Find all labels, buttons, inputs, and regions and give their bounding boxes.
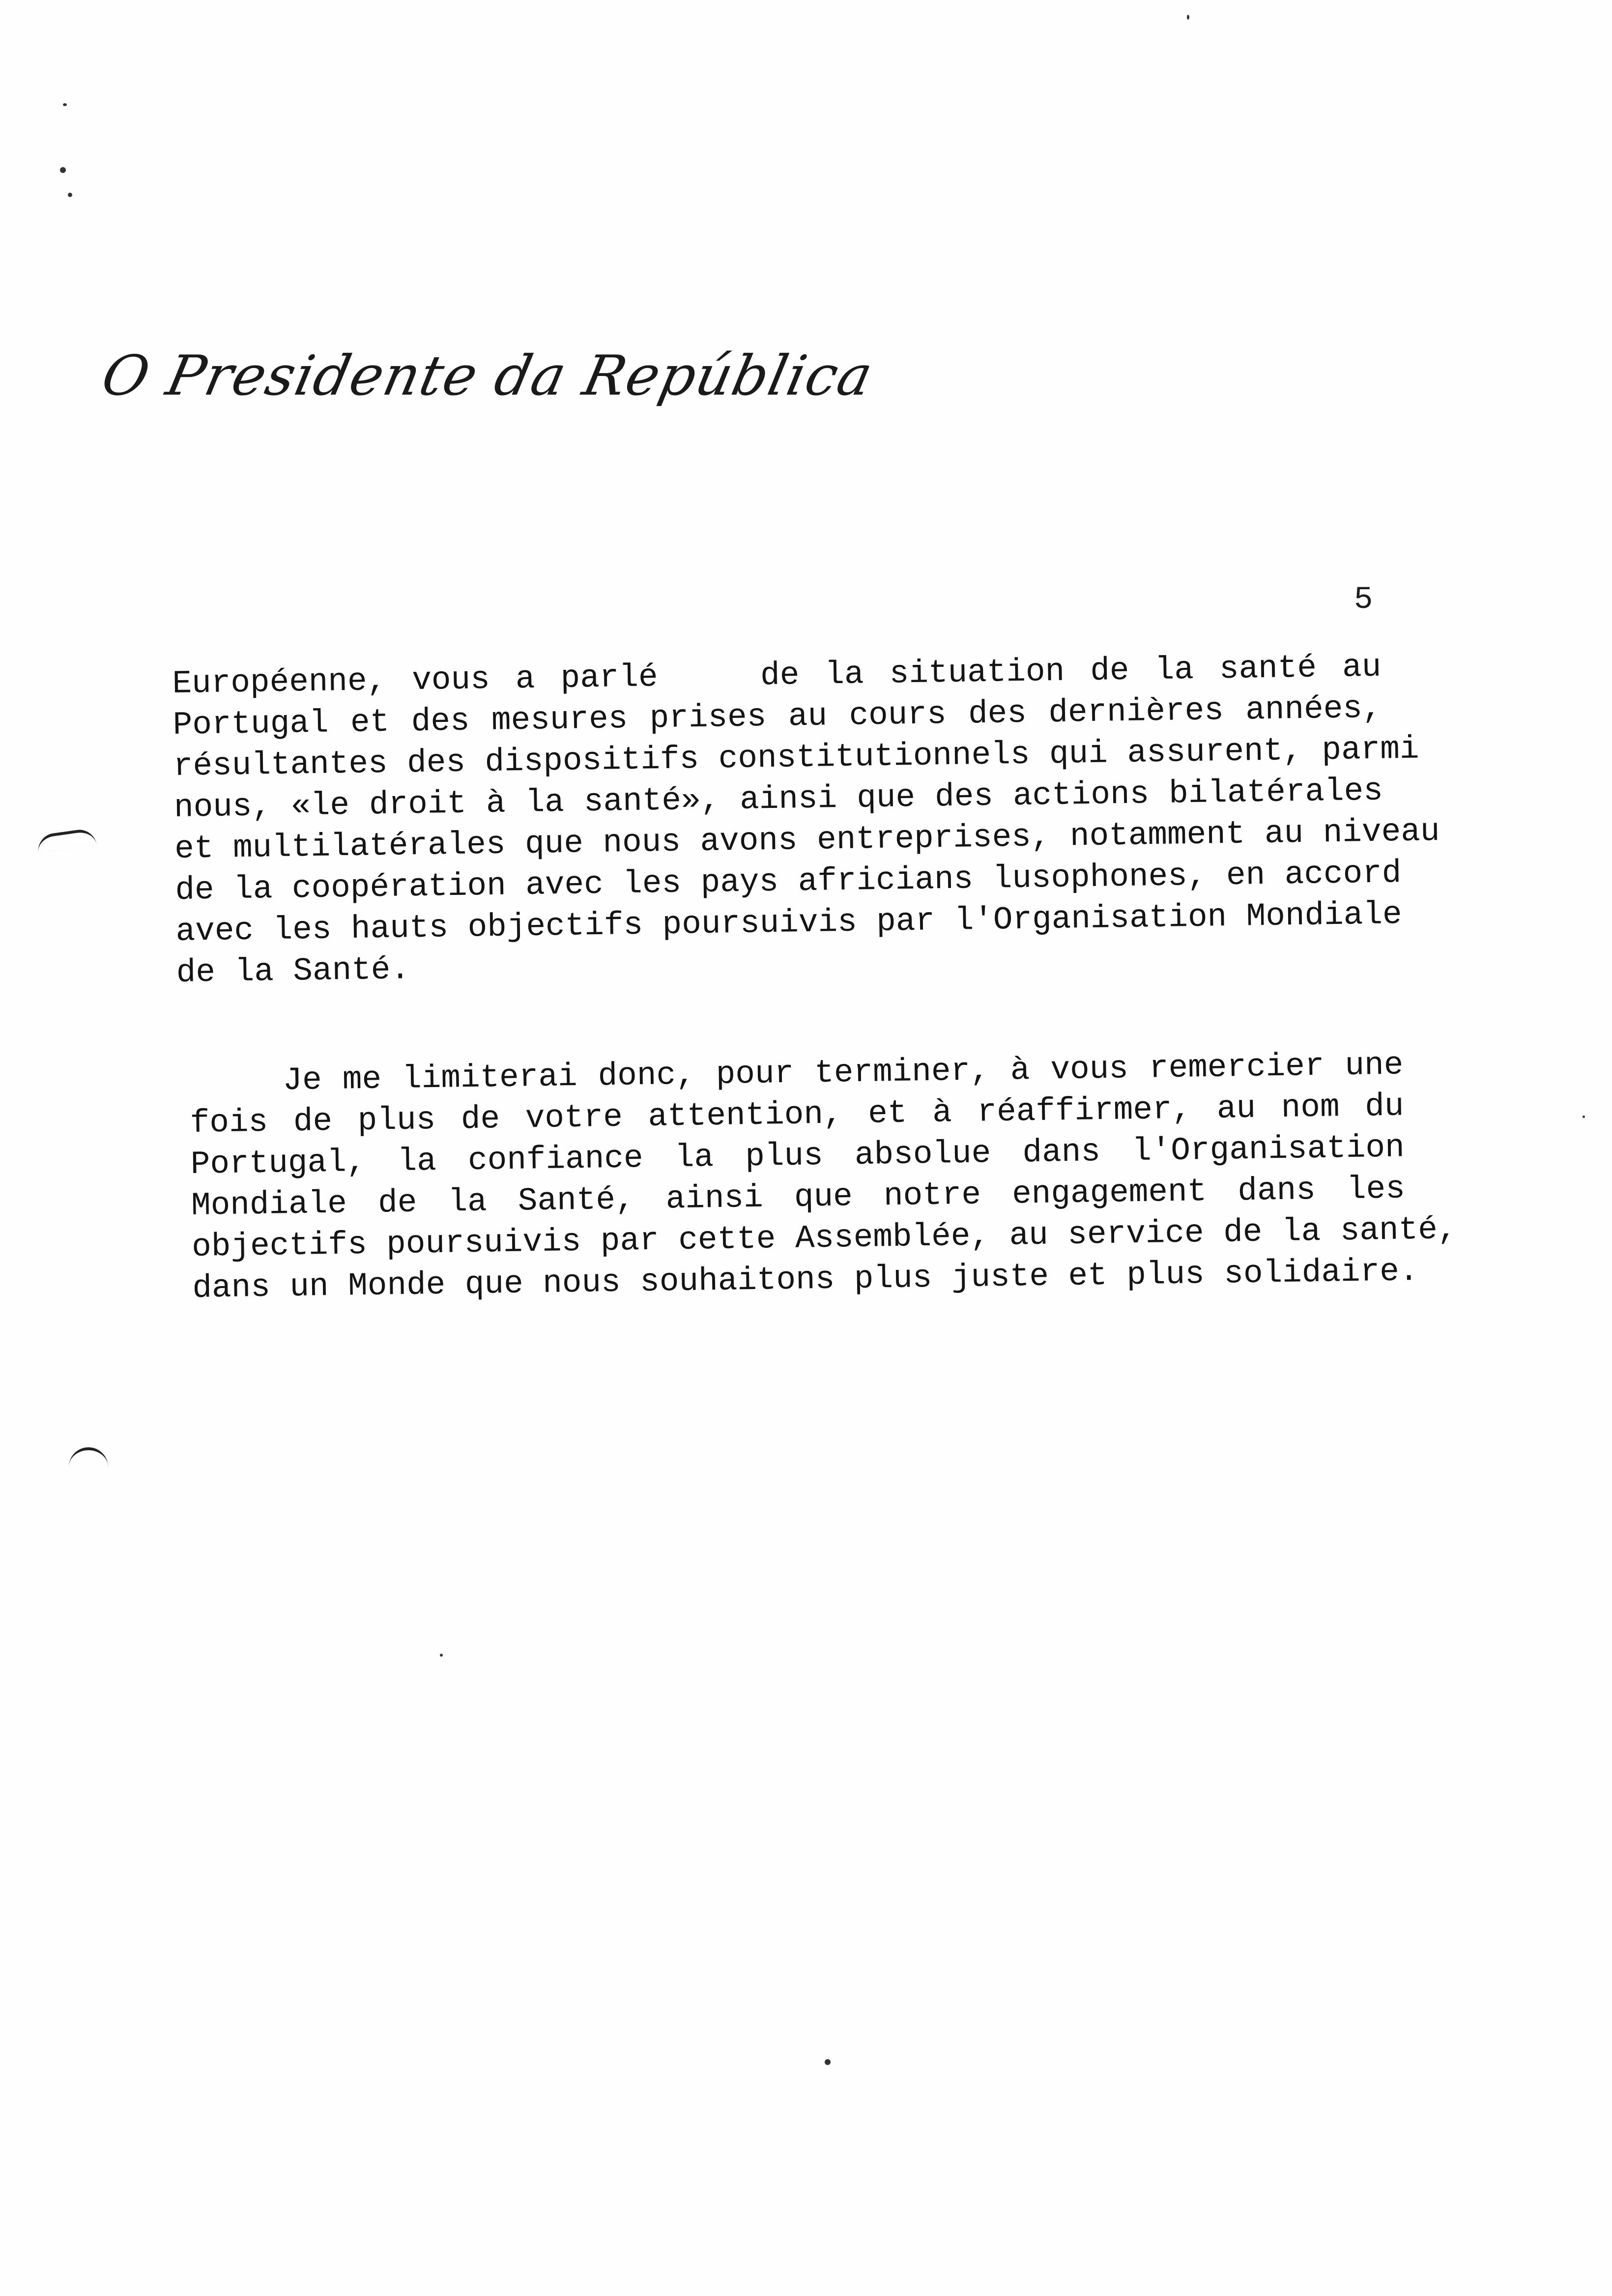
scan-speck xyxy=(440,1654,443,1657)
paragraph-2 xyxy=(189,1045,1457,1309)
text-line: de la Santé. xyxy=(176,951,410,991)
letterhead-title: O Presidente da República xyxy=(96,344,879,408)
text-line: et multilatérales que nous avons entreprises, notamment au niveau xyxy=(174,813,1440,867)
text-line: Portugal, la confiance la plus absolue dans l'Organisation xyxy=(190,1129,1405,1183)
page-number: 5 xyxy=(1354,582,1373,618)
scan-speck xyxy=(60,167,66,173)
text-line: résultantes des dispositifs constitutionnels qui assurent, parmi xyxy=(173,730,1420,785)
scan-speck xyxy=(825,2059,831,2065)
scan-speck xyxy=(63,103,67,106)
text-line: fois de plus de votre attention, et à réaffirmer, au nom du xyxy=(190,1088,1405,1142)
scan-speck xyxy=(68,193,72,197)
text-line: Mondiale de la Santé, ainsi que notre engagement dans les xyxy=(191,1170,1406,1224)
punch-mark xyxy=(69,1447,108,1470)
scan-speck xyxy=(1583,1116,1585,1118)
text-line: avec les hauts objectifs poursuivis par l'Organisation Mondiale xyxy=(175,896,1403,950)
text-line: dans un Monde que nous souhaitons plus juste et plus solidaire. xyxy=(192,1253,1419,1307)
text-line: Européenne, vous a parlé de la situation de la santé au xyxy=(172,648,1382,702)
punch-mark xyxy=(36,828,97,853)
text-line: objectifs poursuivis par cette Assemblée, au service de la santé, xyxy=(191,1211,1457,1265)
text-line: de la coopération avec les pays africians lusophones, en accord xyxy=(174,855,1402,909)
paragraph-1 xyxy=(172,647,1440,994)
text-line: Portugal et des mesures prises au cours des dernières années, xyxy=(173,689,1382,744)
text-line: Je me limiterai donc, pour terminer, à vous remercier une xyxy=(283,1046,1404,1099)
scan-speck xyxy=(1187,15,1189,20)
text-line: nous, «le droit à la santé», ainsi que des actions bilatérales xyxy=(173,772,1383,826)
